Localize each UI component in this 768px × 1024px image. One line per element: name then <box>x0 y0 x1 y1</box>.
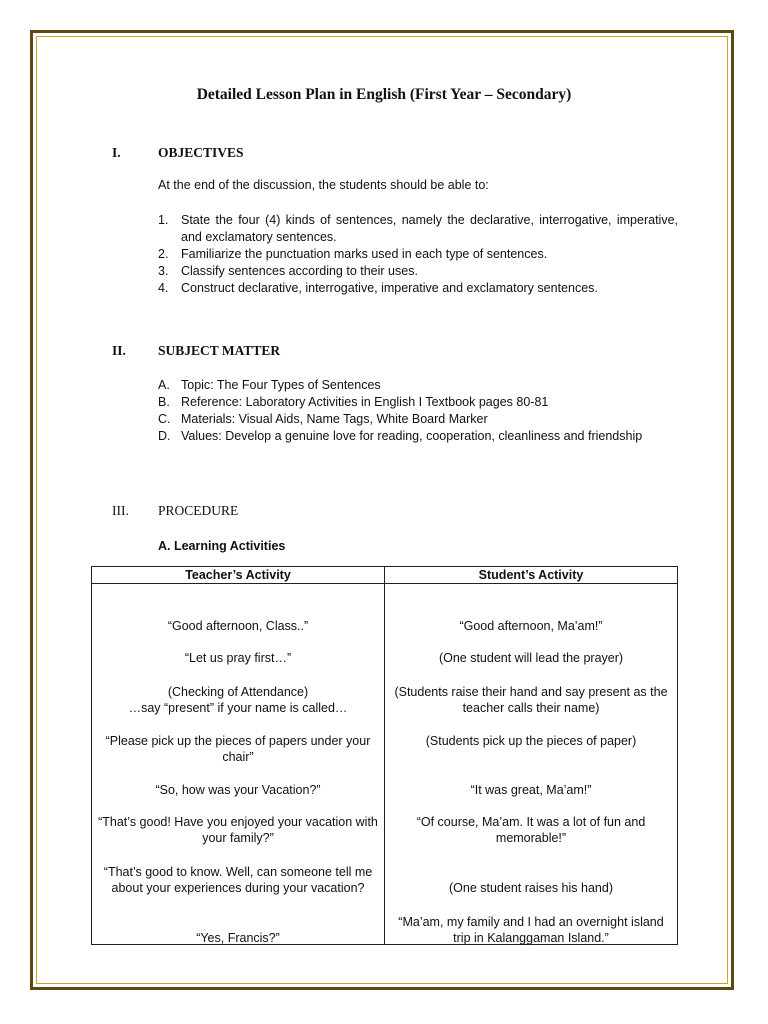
student-line: “Good afternoon, Ma’am!” <box>459 619 603 633</box>
objectives-intro: At the end of the discussion, the students should be able to: <box>158 178 489 192</box>
subject-matter-list <box>158 377 678 445</box>
teacher-line: “That’s good! Have you enjoyed your vacation with your family?” <box>98 815 378 845</box>
list-item <box>158 246 678 263</box>
list-text: Familiarize the punctuation marks used in each type of sentences. <box>181 247 548 261</box>
teacher-line: “Please pick up the pieces of papers under your chair” <box>105 734 371 764</box>
list-text: Reference: Laboratory Activities in English I Textbook pages 80-81 <box>181 395 549 409</box>
list-marker: 3. <box>158 264 169 278</box>
list-marker: 4. <box>158 281 169 295</box>
student-line: (One student raises his hand) <box>449 881 613 895</box>
list-item <box>158 394 678 411</box>
list-item <box>158 411 678 428</box>
document-title: Detailed Lesson Plan in English (First Year – Secondary) <box>196 86 572 103</box>
teacher-line: “That’s good to know. Well, can someone tell me about your experiences during your vacation? <box>103 865 373 895</box>
student-line: “It was great, Ma’am!” <box>470 783 592 797</box>
table-header-row <box>92 567 678 584</box>
objectives-list <box>158 212 678 297</box>
teacher-line: “So, how was your Vacation?” <box>155 783 321 797</box>
student-column-header: Student’s Activity <box>385 567 678 584</box>
list-marker: D. <box>158 429 171 443</box>
list-text: Construct declarative, interrogative, imperative and exclamatory sentences. <box>181 281 598 295</box>
section-numeral-subject-matter: II. <box>112 343 126 358</box>
section-heading-subject-matter: SUBJECT MATTER <box>158 343 281 358</box>
table-row <box>92 584 678 945</box>
list-item <box>158 428 678 445</box>
list-text: Topic: The Four Types of Sentences <box>181 378 381 392</box>
teacher-cell <box>92 584 385 945</box>
section-heading-procedure: PROCEDURE <box>158 503 239 518</box>
activities-table <box>91 566 678 945</box>
section-numeral-procedure: III. <box>112 503 129 518</box>
teacher-column-header: Teacher’s Activity <box>92 567 385 584</box>
student-line: “Ma’am, my family and I had an overnight island trip in Kalanggaman Island.” <box>398 915 664 945</box>
learning-activities-heading: A. Learning Activities <box>158 539 286 553</box>
list-item <box>158 280 678 297</box>
list-text: Values: Develop a genuine love for reading, cooperation, cleanliness and friendship <box>181 429 643 443</box>
list-item <box>158 263 678 280</box>
teacher-line: …say “present” if your name is called… <box>128 701 348 715</box>
list-marker: C. <box>158 412 171 426</box>
teacher-line: (Checking of Attendance) <box>167 685 309 699</box>
list-text: State the four (4) kinds of sentences, namely the declarative, interrogative, imperative, and exclamatory sentences. <box>181 213 678 244</box>
section-numeral-objectives: I. <box>112 145 121 160</box>
list-text: Materials: Visual Aids, Name Tags, White Board Marker <box>181 412 488 426</box>
section-heading-objectives: OBJECTIVES <box>158 145 244 160</box>
student-line: “Of course, Ma’am. It was a lot of fun and memorable!” <box>416 815 646 845</box>
list-marker: 1. <box>158 213 169 227</box>
teacher-line: “Let us pray first…” <box>184 651 292 665</box>
list-marker: B. <box>158 395 170 409</box>
list-item <box>158 212 678 246</box>
student-cell <box>385 584 678 945</box>
list-marker: 2. <box>158 247 169 261</box>
student-line: (Students pick up the pieces of paper) <box>425 734 637 748</box>
list-text: Classify sentences according to their uses. <box>181 264 418 278</box>
list-item <box>158 377 678 394</box>
list-marker: A. <box>158 378 170 392</box>
teacher-line: “Good afternoon, Class..” <box>167 619 309 633</box>
student-line: (One student will lead the prayer) <box>438 651 624 665</box>
student-line: (Students raise their hand and say present as the teacher calls their name) <box>394 685 668 715</box>
teacher-line: “Yes, Francis?” <box>196 931 280 945</box>
